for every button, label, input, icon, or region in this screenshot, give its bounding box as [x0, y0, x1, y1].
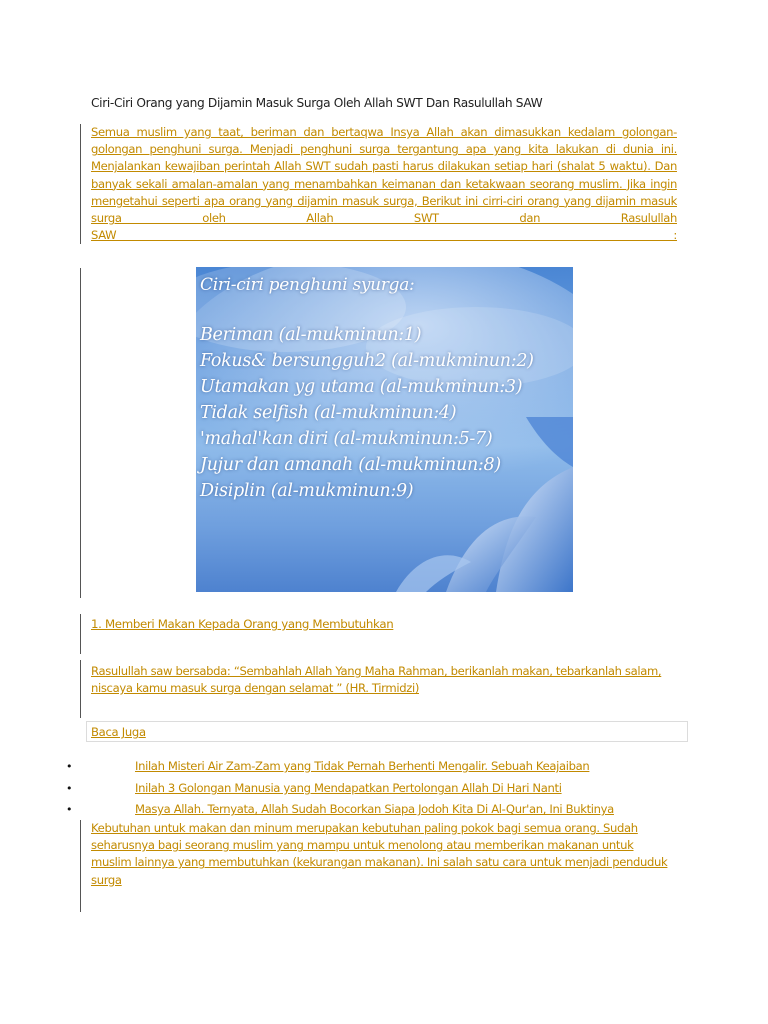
figure-margin-bar: [80, 268, 81, 598]
image-line: Fokus& bersungguh2 (al-mukminun:2): [200, 351, 534, 371]
heading-margin-bar: [80, 614, 81, 654]
intro-line: mengetahui seperti apa orang yang dijamin masuk surga, Berikut ini cirri-ciri orang yang dijamin masuk: [91, 193, 677, 208]
quote-margin-bar: [80, 660, 81, 718]
closing-line: muslim lainnya yang membutuhkan (kekurangan makanan). Ini salah satu cara untuk menjadi penduduk: [91, 855, 668, 870]
intro-line: Menjalankan kewajiban perintah Allah SWT sudah pasti harus dilakukan setiap hari (shalat 5 waktu). Dan: [91, 159, 677, 174]
related-link[interactable]: Inilah Misteri Air Zam-Zam yang Tidak Pernah Berhenti Mengalir. Sebuah Keajaiban: [135, 759, 590, 773]
intro-line: surga oleh Allah SWT dan Rasulullah SAW :: [91, 211, 677, 243]
closing-paragraph[interactable]: [91, 820, 677, 889]
closing-line: seharusnya bagi seorang muslim yang mampu untuk menolong atau memberikan makanan untuk: [91, 838, 634, 853]
image-line: Beriman (al-mukminun:1): [200, 325, 422, 345]
hadith-quote[interactable]: [91, 663, 677, 697]
image-line: Disiplin (al-mukminun:9): [200, 481, 414, 501]
related-link[interactable]: Masya Allah. Ternyata, Allah Sudah Bocorkan Siapa Jodoh Kita Di Al-Qur'an, Ini Buktinya: [135, 802, 614, 816]
section-heading[interactable]: 1. Memberi Makan Kepada Orang yang Membutuhkan: [91, 617, 394, 631]
image-line: Jujur dan amanah (al-mukminun:8): [200, 455, 501, 475]
intro-line: banyak sekali amalan-amalan yang menambahkan keimanan dan ketakwaan seorang muslim. Jika ingin: [91, 176, 677, 191]
intro-line: Semua muslim yang taat, beriman dan bertaqwa Insya Allah akan dimasukkan kedalam golongan-: [91, 125, 677, 139]
bullet-marker: •: [66, 782, 73, 795]
bullet-marker: •: [66, 803, 73, 816]
quote-line: Rasulullah saw bersabda: “Sembahlah Allah Yang Maha Rahman, berikanlah makan, tebarkanlah salam,: [91, 664, 662, 678]
surga-infographic-image: [196, 267, 573, 592]
baca-juga-label[interactable]: Baca Juga: [91, 725, 146, 739]
related-link[interactable]: Inilah 3 Golongan Manusia yang Mendapatkan Pertolongan Allah Di Hari Nanti: [135, 781, 562, 795]
article-title: Ciri-Ciri Orang yang Dijamin Masuk Surga Oleh Allah SWT Dan Rasulullah SAW: [91, 96, 543, 110]
image-line: Utamakan yg utama (al-mukminun:3): [200, 377, 523, 397]
closing-line: surga: [91, 872, 122, 887]
bullet-marker: •: [66, 760, 73, 773]
baca-juga-box: [86, 721, 688, 742]
closing-line: Kebutuhan untuk makan dan minum merupakan kebutuhan paling pokok bagi semua orang. Sudah: [91, 821, 638, 835]
quote-line: niscaya kamu masuk surga dengan selamat ” (HR. Tirmidzi): [91, 681, 419, 696]
intro-line: golongan penghuni surga. Menjadi penghuni surga tergantung apa yang kita lakukan di dunia ini.: [91, 142, 677, 157]
paragraph-margin-bar: [80, 124, 81, 244]
image-title: Ciri-ciri penghuni syurga:: [200, 275, 415, 295]
intro-paragraph[interactable]: [91, 124, 677, 244]
image-line: Tidak selfish (al-mukminun:4): [200, 403, 457, 423]
image-line: 'mahal'kan diri (al-mukminun:5-7): [200, 429, 493, 449]
closing-margin-bar: [80, 820, 81, 912]
